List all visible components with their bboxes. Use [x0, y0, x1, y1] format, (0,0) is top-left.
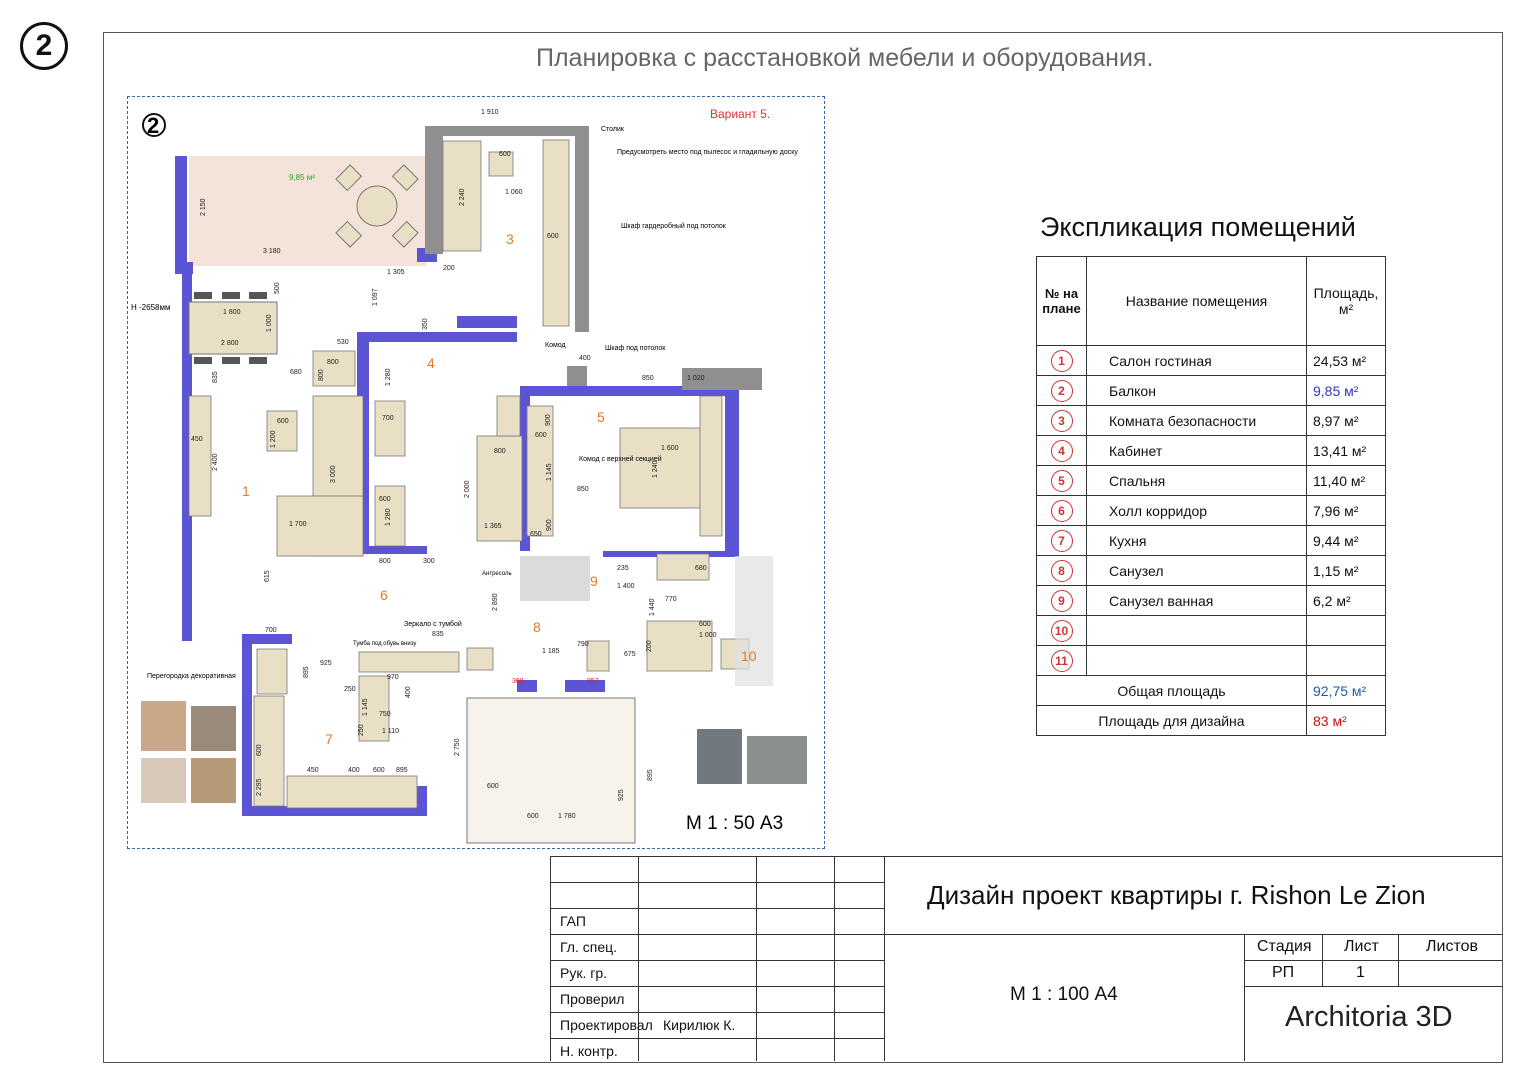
role-designed: Проектировал	[560, 1017, 653, 1033]
table-row	[1037, 556, 1386, 586]
room-area: 9,44 м²	[1307, 526, 1386, 556]
room-name: Балкон	[1087, 376, 1307, 406]
row-number	[1037, 646, 1087, 676]
svg-text:530: 530	[337, 339, 349, 346]
svg-text:1 000: 1 000	[266, 314, 273, 332]
room-number: 8	[533, 619, 541, 635]
svg-text:900: 900	[546, 519, 553, 531]
svg-text:1 020: 1 020	[687, 375, 705, 382]
svg-text:1 060: 1 060	[505, 189, 523, 196]
header-num: № на плане	[1037, 257, 1087, 346]
plan-scale-label: М 1 : 50 А3	[686, 813, 784, 834]
room-name: Холл корридор	[1087, 496, 1307, 526]
svg-text:600: 600	[256, 744, 263, 756]
stamp-scale: М 1 : 100 А4	[1010, 984, 1118, 1005]
svg-text:925: 925	[320, 660, 332, 667]
svg-text:400: 400	[579, 355, 591, 362]
note-mirror: Зеркало с тумбой	[404, 621, 462, 628]
svg-text:700: 700	[382, 415, 394, 422]
note-wardrobe: Шкаф гардеробный под потолок	[621, 223, 726, 230]
design-value: 83 м²	[1307, 706, 1386, 736]
svg-text:600: 600	[535, 432, 547, 439]
room-area	[1307, 646, 1386, 676]
role-chief: Гл. спец.	[560, 939, 618, 955]
note-antresol: Антресоль	[482, 571, 512, 577]
svg-text:2 240: 2 240	[459, 188, 466, 206]
svg-text:895: 895	[396, 767, 408, 774]
svg-text:200: 200	[443, 265, 455, 272]
room-area	[1307, 616, 1386, 646]
svg-text:1 910: 1 910	[481, 109, 499, 116]
table-row	[1037, 586, 1386, 616]
svg-text:970: 970	[387, 674, 399, 681]
room-number: 6	[380, 587, 388, 603]
svg-text:800: 800	[379, 558, 391, 565]
svg-text:235: 235	[617, 565, 629, 572]
stage-label: Стадия	[1257, 938, 1312, 955]
svg-text:800: 800	[318, 369, 325, 381]
total-row	[1037, 676, 1386, 706]
table-header-row	[1037, 257, 1386, 346]
room-number: 9	[590, 573, 598, 589]
svg-text:2 750: 2 750	[454, 738, 461, 756]
svg-text:790: 790	[577, 641, 589, 648]
note-komod: Комод	[545, 342, 566, 349]
svg-text:2 890: 2 890	[492, 593, 499, 611]
project-title: Дизайн проект квартиры г. Rishon Le Zion	[927, 880, 1426, 910]
svg-text:600: 600	[379, 496, 391, 503]
room-badge: 4	[1051, 440, 1073, 462]
row-number	[1037, 406, 1087, 436]
room-area: 1,15 м²	[1307, 556, 1386, 586]
row-number	[1037, 556, 1087, 586]
svg-text:500: 500	[274, 282, 281, 294]
svg-text:835: 835	[212, 371, 219, 383]
room-number: 7	[325, 731, 333, 747]
svg-text:675: 675	[624, 651, 636, 658]
svg-text:1 097: 1 097	[372, 288, 379, 306]
room-name: Комната безопасности	[1087, 406, 1307, 436]
table-row	[1037, 346, 1386, 376]
table-row	[1037, 436, 1386, 466]
room-badge: 11	[1051, 650, 1073, 672]
room-name	[1087, 646, 1307, 676]
error-mark: 368	[512, 678, 524, 685]
table-row	[1037, 646, 1386, 676]
row-number	[1037, 526, 1087, 556]
svg-text:2 800: 2 800	[221, 340, 239, 347]
svg-text:850: 850	[642, 375, 654, 382]
kitchen-elevation	[467, 698, 635, 843]
svg-text:800: 800	[494, 448, 506, 455]
table-row	[1037, 526, 1386, 556]
design-row	[1037, 706, 1386, 736]
room-number: 4	[427, 355, 435, 371]
bath-zone	[520, 556, 590, 601]
svg-text:1 780: 1 780	[558, 813, 576, 820]
svg-text:2 000: 2 000	[464, 480, 471, 498]
table-row	[1037, 376, 1386, 406]
room-name: Санузел ванная	[1087, 586, 1307, 616]
svg-text:1 400: 1 400	[617, 583, 635, 590]
svg-text:680: 680	[290, 369, 302, 376]
room-name: Кабинет	[1087, 436, 1307, 466]
designer-name: Кирилюк К.	[663, 1017, 736, 1033]
svg-text:800: 800	[327, 359, 339, 366]
svg-text:1 280: 1 280	[385, 508, 392, 526]
svg-text:900: 900	[545, 414, 552, 426]
svg-text:400: 400	[348, 767, 360, 774]
room-area: 7,96 м²	[1307, 496, 1386, 526]
svg-text:895: 895	[303, 666, 310, 678]
svg-text:895: 895	[647, 769, 654, 781]
svg-text:3 180: 3 180	[263, 248, 281, 255]
svg-text:1 440: 1 440	[649, 598, 656, 616]
svg-text:615: 615	[264, 570, 271, 582]
note-vacuum: Предусмотреть место под пылесос и гладильную доску	[617, 149, 798, 156]
row-number	[1037, 586, 1087, 616]
note-stolik: Столик	[601, 126, 624, 133]
row-number	[1037, 436, 1087, 466]
svg-text:1 145: 1 145	[546, 463, 553, 481]
room-number: 3	[506, 231, 514, 247]
svg-text:450: 450	[191, 436, 203, 443]
svg-text:1 240: 1 240	[652, 460, 659, 478]
svg-text:2 150: 2 150	[200, 198, 207, 216]
total-label: Общая площадь	[1037, 676, 1307, 706]
room-area: 11,40 м²	[1307, 466, 1386, 496]
svg-text:600: 600	[373, 767, 385, 774]
note-shoe: Тумба под обувь внизу	[353, 641, 417, 647]
row-number	[1037, 496, 1087, 526]
svg-text:400: 400	[405, 686, 412, 698]
plan-label-circle: 2	[147, 113, 160, 138]
svg-text:700: 700	[265, 627, 277, 634]
role-lead: Рук. гр.	[560, 965, 608, 981]
svg-text:750: 750	[379, 711, 391, 718]
header-name: Название помещения	[1087, 257, 1307, 346]
svg-text:250: 250	[358, 724, 365, 736]
design-label: Площадь для дизайна	[1037, 706, 1307, 736]
room-name: Санузел	[1087, 556, 1307, 586]
svg-text:1 110: 1 110	[382, 728, 399, 735]
room-name: Салон гостиная	[1087, 346, 1307, 376]
svg-text:600: 600	[527, 813, 539, 820]
sheets-label: Листов	[1426, 938, 1478, 955]
row-number	[1037, 376, 1087, 406]
svg-text:1 365: 1 365	[484, 523, 502, 530]
table-row	[1037, 406, 1386, 436]
room-area: 13,41 м²	[1307, 436, 1386, 466]
svg-text:1 600: 1 600	[661, 445, 679, 452]
svg-text:2 400: 2 400	[212, 453, 219, 471]
svg-text:1 145: 1 145	[362, 698, 369, 716]
variant-label: Вариант 5.	[710, 107, 771, 121]
svg-text:2 295: 2 295	[256, 778, 263, 796]
room-badge: 2	[1051, 380, 1073, 402]
svg-text:3 000: 3 000	[330, 465, 337, 483]
table-row	[1037, 466, 1386, 496]
room-name: Кухня	[1087, 526, 1307, 556]
table-row	[1037, 496, 1386, 526]
sheet-label: Лист	[1344, 938, 1379, 955]
svg-text:1 800: 1 800	[223, 309, 241, 316]
room-badge: 7	[1051, 530, 1073, 552]
room-area: 9,85 м²	[1307, 376, 1386, 406]
error-mark: 857	[587, 678, 599, 685]
room-badge: 6	[1051, 500, 1073, 522]
room-badge: 10	[1051, 620, 1073, 642]
svg-text:850: 850	[577, 486, 589, 493]
svg-text:600: 600	[699, 621, 711, 628]
svg-text:1 200: 1 200	[270, 430, 277, 448]
company-logo: Architoria 3D	[1285, 1001, 1453, 1033]
room-area: 24,53 м²	[1307, 346, 1386, 376]
total-value: 92,75 м²	[1307, 676, 1386, 706]
row-number	[1037, 346, 1087, 376]
note-komod-top: Комод с верхней секцией	[579, 456, 662, 463]
role-norm: Н. контр.	[560, 1043, 618, 1059]
role-gap: ГАП	[560, 913, 586, 929]
svg-text:1 000: 1 000	[699, 632, 717, 639]
room-name	[1087, 616, 1307, 646]
table-row	[1037, 616, 1386, 646]
room-badge: 3	[1051, 410, 1073, 432]
svg-text:600: 600	[547, 233, 559, 240]
svg-text:300: 300	[423, 558, 435, 565]
svg-text:600: 600	[277, 418, 289, 425]
room-number: 1	[242, 483, 250, 499]
svg-text:770: 770	[665, 596, 677, 603]
room-badge: 5	[1051, 470, 1073, 492]
room-number: 10	[741, 648, 757, 664]
row-number	[1037, 466, 1087, 496]
svg-text:1 700: 1 700	[289, 521, 307, 528]
stage-value: РП	[1272, 964, 1295, 981]
safe-room-wall	[425, 126, 443, 254]
note-wardrobe2: Шкаф под потолок	[605, 345, 666, 352]
header-area: Площадь, м²	[1307, 257, 1386, 346]
floor-plan	[127, 96, 823, 847]
svg-text:250: 250	[344, 686, 356, 693]
svg-text:200: 200	[646, 640, 653, 652]
room-name: Спальня	[1087, 466, 1307, 496]
svg-text:1 185: 1 185	[542, 648, 560, 655]
sheet-title: Планировка с расстановкой мебели и оборудования.	[536, 44, 1154, 72]
svg-text:925: 925	[618, 789, 625, 801]
room-number: 5	[597, 409, 605, 425]
balcony-area: 9,85 м²	[289, 173, 315, 182]
room-badge: 9	[1051, 590, 1073, 612]
sheet-number: 2	[20, 22, 68, 70]
sheet-value: 1	[1356, 964, 1365, 981]
room-area: 8,97 м²	[1307, 406, 1386, 436]
role-checked: Проверил	[560, 991, 625, 1007]
svg-text:1 305: 1 305	[387, 269, 405, 276]
row-number	[1037, 616, 1087, 646]
note-partition: Перегородка декоративная	[147, 673, 236, 680]
explication-title: Экспликация помещений	[1040, 212, 1356, 242]
level-mark: Н -2658мм	[131, 303, 171, 312]
room-badge: 1	[1051, 350, 1073, 372]
room-badge: 8	[1051, 560, 1073, 582]
svg-text:680: 680	[695, 565, 707, 572]
svg-text:835: 835	[432, 631, 444, 638]
svg-text:350: 350	[422, 318, 429, 330]
room-area: 6,2 м²	[1307, 586, 1386, 616]
svg-text:450: 450	[307, 767, 319, 774]
balcony-table	[357, 186, 397, 226]
svg-text:600: 600	[499, 151, 511, 158]
explication-table	[1036, 256, 1386, 736]
svg-text:1 280: 1 280	[385, 368, 392, 386]
svg-text:600: 600	[487, 783, 499, 790]
svg-text:650: 650	[530, 531, 542, 538]
